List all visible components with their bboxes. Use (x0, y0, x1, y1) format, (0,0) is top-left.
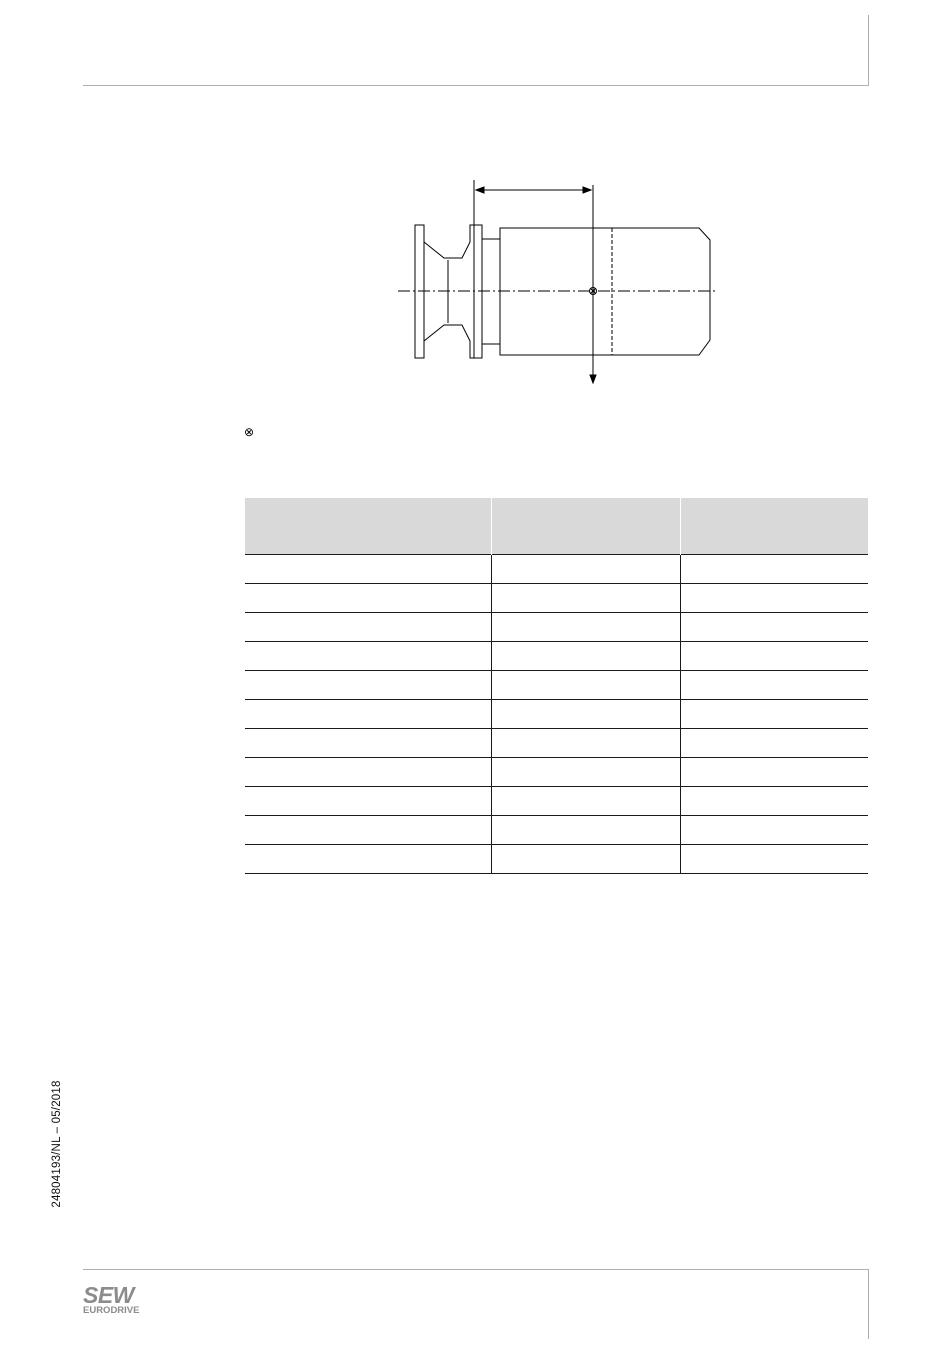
table-cell (245, 729, 491, 758)
header-rule-vertical (868, 15, 869, 86)
table-row (245, 642, 868, 671)
table-header-cell (680, 498, 868, 555)
specification-table (245, 498, 868, 874)
table-cell (491, 787, 680, 816)
table-header-cell (491, 498, 680, 555)
motor-center-of-gravity-drawing (390, 180, 730, 400)
table-row (245, 700, 868, 729)
table-cell (245, 816, 491, 845)
table-row (245, 613, 868, 642)
table-cell (680, 700, 868, 729)
table-cell (491, 642, 680, 671)
table-row (245, 584, 868, 613)
table-cell (245, 700, 491, 729)
table-cell (680, 787, 868, 816)
cone-top (424, 242, 466, 258)
header-rule (83, 85, 868, 86)
table-row (245, 787, 868, 816)
table-cell (680, 555, 868, 584)
table-cell (491, 671, 680, 700)
sew-eurodrive-logo (83, 1284, 153, 1318)
dimension-arrow-right (583, 187, 591, 193)
table-cell (491, 758, 680, 787)
logo-brand: SEW (83, 1282, 134, 1308)
table-row (245, 555, 868, 584)
gravity-arrow (590, 375, 596, 383)
table-cell (680, 845, 868, 874)
table-cell (680, 729, 868, 758)
logo-sub: EURODRIVE (83, 1305, 140, 1316)
table-cell (245, 584, 491, 613)
table-cell (491, 584, 680, 613)
table-cell (491, 700, 680, 729)
table-cell (680, 613, 868, 642)
center-of-gravity-legend-icon: ⊗ (244, 425, 255, 439)
table-cell (245, 787, 491, 816)
table-header-row (245, 498, 868, 555)
document-code: 24804193/NL – 05/2018 (51, 1080, 63, 1208)
table-row (245, 845, 868, 874)
table-cell (491, 816, 680, 845)
footer-rule (83, 1269, 868, 1270)
table-cell (680, 758, 868, 787)
footer-rule-vertical (868, 1269, 869, 1339)
cone-bottom (424, 325, 466, 341)
table-cell (680, 816, 868, 845)
table-cell (245, 758, 491, 787)
table-row (245, 729, 868, 758)
table-row (245, 816, 868, 845)
table-cell (680, 584, 868, 613)
table-header-cell (245, 498, 491, 555)
table-row (245, 758, 868, 787)
table-cell (245, 613, 491, 642)
dimension-arrow-left (476, 187, 484, 193)
table-cell (245, 555, 491, 584)
table-cell (680, 642, 868, 671)
table-cell (491, 613, 680, 642)
table-cell (245, 671, 491, 700)
table-cell (245, 642, 491, 671)
table-row (245, 671, 868, 700)
table-cell (491, 555, 680, 584)
technical-drawing-svg (390, 180, 730, 400)
table-cell (491, 845, 680, 874)
table-cell (245, 845, 491, 874)
table-cell (680, 671, 868, 700)
table-cell (491, 729, 680, 758)
